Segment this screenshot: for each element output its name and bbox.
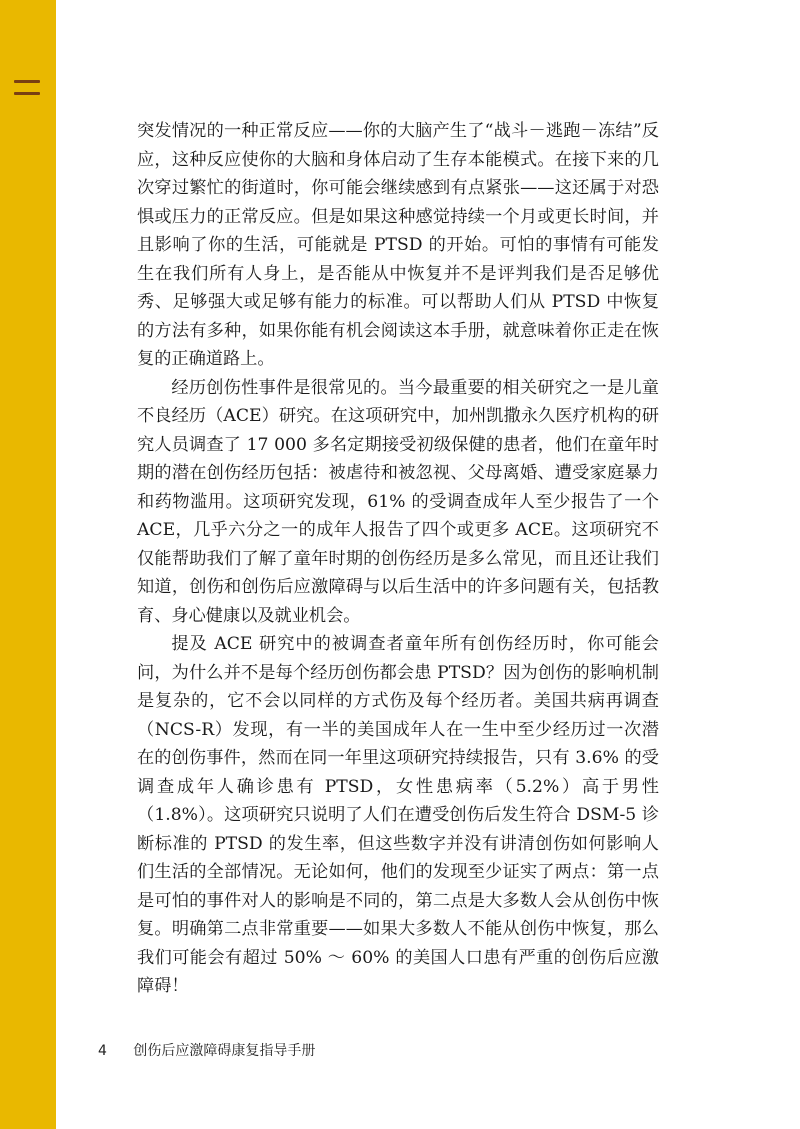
paragraph: 突发情况的一种正常反应——你的大脑产生了“战斗－逃跑－冻结”反应，这种反应使你的大脑和身体启动了生存本能模式。在接下来的几次穿过繁忙的街道时，你可能会继续感到有点紧张——这还属于对恐惧或压力的正常反应。但是如果这种感觉持续一个月或更长时间，并且影响了你的生活，可能就是 PTSD 的开始。可怕的事情有可能发生在我们所有人身上，是否能从中恢复并不是评判我们是否足够优秀、足够强大或足够有能力的标准。可以帮助人们从 PTSD 中恢复的方法有多种，如果你能有机会阅读这本手册，就意味着你正走在恢复的正确道路上。 [137,121,659,369]
paragraph: 经历创伤性事件是很常见的。当今最重要的相关研究之一是儿童不良经历（ACE）研究。在这项研究中，加州凯撒永久医疗机构的研究人员调查了 17 000 多名定期接受初级保健的患者，他们在童年时期的潜在创伤经历包括：被虐待和被忽视、父母离婚、遭受家庭暴力和药物滥用。这项研究发现，61% 的受调查成年人至少报告了一个 ACE，几乎六分之一的成年人报告了四个或更多 ACE。这项研究不仅能帮助我们了解了童年时期的创伤经历是多么常见，而且还让我们知道，创伤和创伤后应激障碍与以后生活中的许多问题有关，包括教育、身心健康以及就业机会。 [137,377,659,626]
chapter-marker-icon [12,78,42,98]
paragraph: 提及 ACE 研究中的被调查者童年所有创伤经历时，你可能会问，为什么并不是每个经历创伤都会患 PTSD？因为创伤的影响机制是复杂的，它不会以同样的方式伤及每个经历者。美国共病再调查（NCS-R）发现，有一半的美国成年人在一生中至少经历过一次潜在的创伤事件，然而在同一年里这项研究持续报告，只有 3.6% 的受调查成年人确诊患有 PTSD，女性患病率（5.2%）高于男性（1.8%）。这项研究只说明了人们在遭受创伤后发生符合 DSM-5 诊断标准的 PTSD 的发生率，但这些数字并没有讲清创伤如何影响人们生活的全部情况。无论如何，他们的发现至少证实了两点：第一点是可怕的事件对人的影响是不同的，第二点是大多数人会从创伤中恢复。明确第二点非常重要——如果大多数人不能从创伤中恢复，那么我们可能会有超过 50% ～ 60% 的美国人口患有严重的创伤后应激障碍！ [137,634,659,996]
running-title: 创伤后应激障碍康复指导手册 [133,1043,316,1059]
side-color-band [0,0,56,1129]
page-footer [98,1040,315,1060]
page-body [137,117,659,1001]
page-number: 4 [98,1043,107,1059]
